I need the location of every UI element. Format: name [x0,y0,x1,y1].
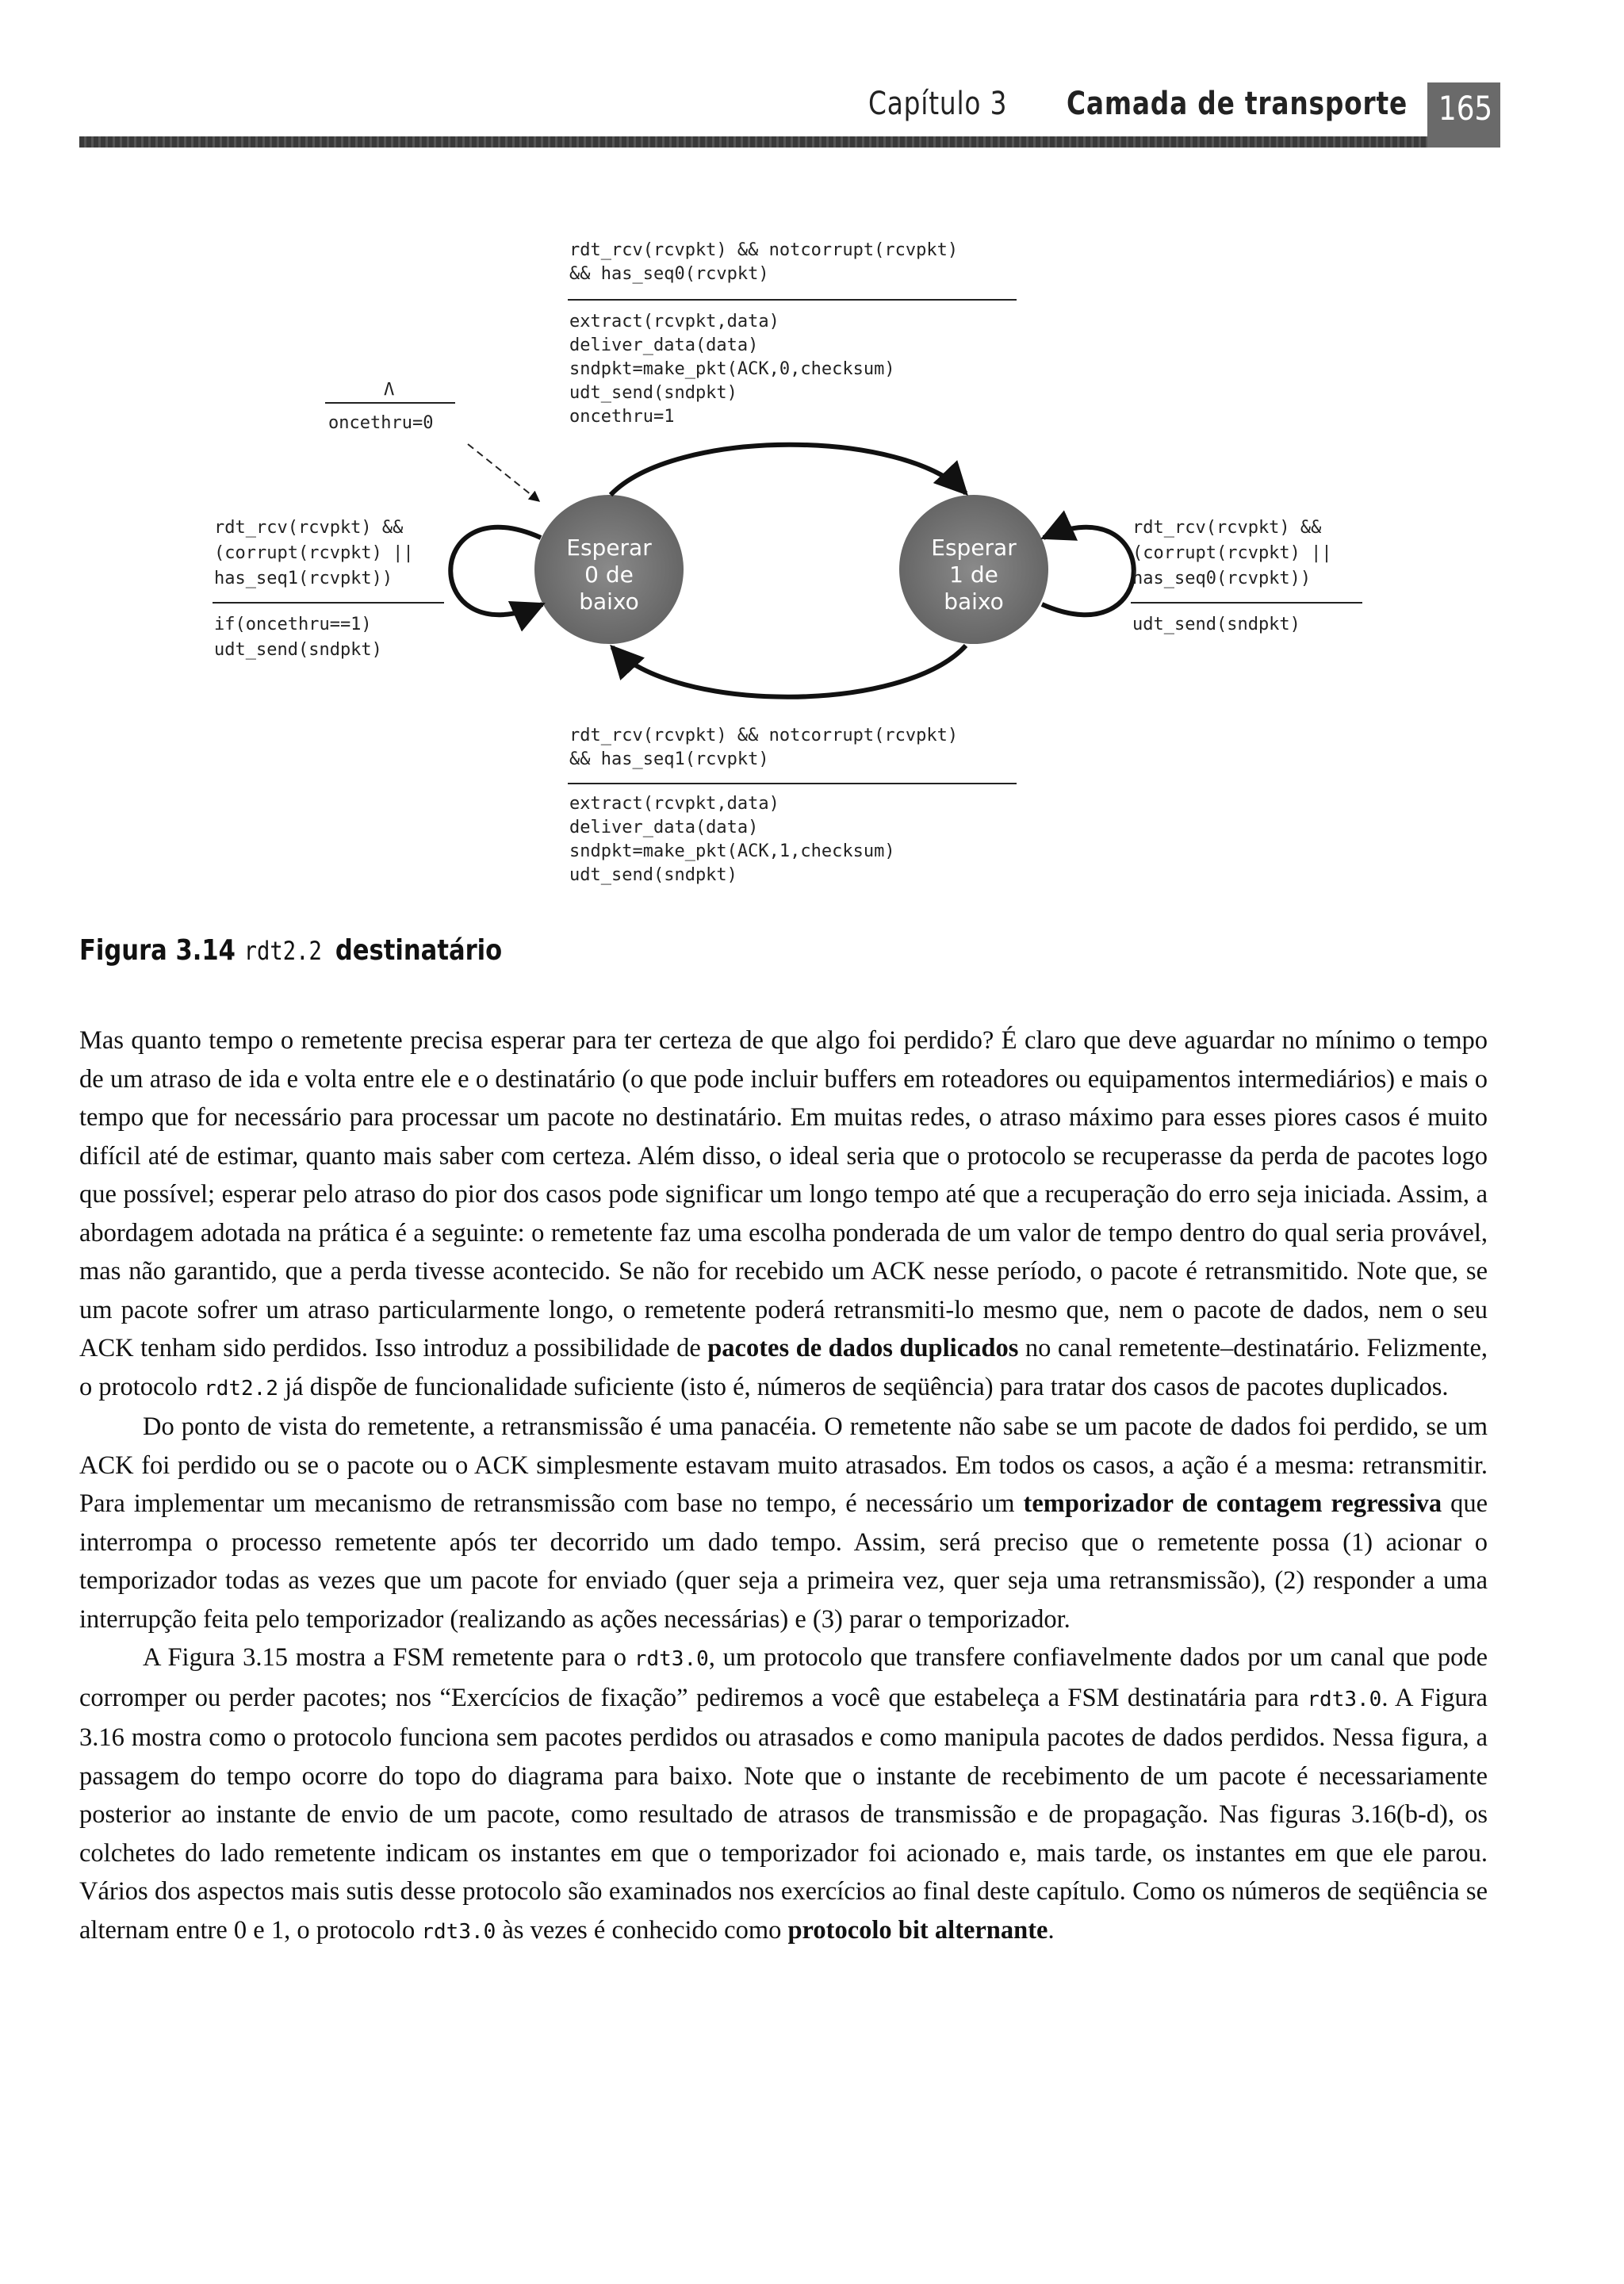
state-0-line-1: Esperar [566,535,652,561]
self-loop-state1 [1042,527,1134,615]
top-action-3: sndpkt=make_pkt(ACK,0,checksum) [569,359,895,379]
p3-text-1: A Figura 3.15 mostra a FSM remetente para o [143,1643,634,1672]
right-event-line-1: rdt_rcv(rcvpkt) && [1132,518,1322,538]
top-event-line-2: && has_seq0(rcvpkt) [569,264,769,284]
figure-caption [79,934,502,967]
p1-term-duplicate-packets: pacotes de dados duplicados [707,1334,1019,1362]
bottom-event-line-2: && has_seq1(rcvpkt) [569,749,769,769]
left-event-line-1: rdt_rcv(rcvpkt) && [214,518,404,538]
paragraph-2 [79,1408,1488,1638]
p3-text-2: , um protocolo que transfere confiavelmente dados por um canal que pode corromper ou perder pacotes; nos “Exercícios de fixação” pediremos a você que estabeleça a FSM destinatária para [79,1643,1488,1712]
p2-text-1: Do ponto de vista do remetente, a retransmissão é uma panacéia. O remetente não sabe se um pacote de dados foi perdido, se um ACK foi perdido ou se o pacote ou o ACK simplesmente estavam muito atrasados. Em todos os casos, a ação é a mesma: retransmitir. Para implementar um mecanismo de retransmissão com base no tempo, é necessário um [79,1412,1488,1518]
initial-lambda: Λ [384,380,395,400]
paragraph-3 [79,1638,1488,1951]
top-action-4: udt_send(sndpkt) [569,383,737,403]
arrow-state1-to-state0 [612,646,966,697]
fsm-diagram [0,0,1624,952]
p2-text-2: que interrompa o processo remetente após ter decorrido um dado tempo. Assim, será preciso que o remetente possa (1) acionar o temporizador todas as vezes que um pacote for enviado (quer seja a primeira vez, quer seja uma retransmissão), (2) responder a uma interrupção feita pelo temporizador (realizando as ações necessárias) e (3) parar o temporizador. [79,1489,1488,1634]
top-action-1: extract(rcvpkt,data) [569,312,779,331]
top-event-line-1: rdt_rcv(rcvpkt) && notcorrupt(rcvpkt) [569,240,959,260]
arrow-state0-to-state1 [611,445,966,495]
p3-text-5: . [1048,1915,1055,1945]
state-1-line-3: baixo [944,588,1004,615]
p1-text-1: Mas quanto tempo o remetente precisa esperar para ter certeza de que algo foi perdido? É claro que deve aguardar no mínimo o tempo de um atraso de ida e volta entre ele e o destinatário (o que pode incluir buffers em roteadores ou equipamentos intermediários) e mais o tempo que for necessário para processar um pacote no destinatário. Em muitas redes, o atraso máximo para esses piores casos é muito difícil até de estimar, quanto mais saber com certeza. Além disso, o ideal seria que o protocolo se recuperasse da perda de pacotes logo que possível; esperar pelo atraso do pior dos casos pode significar um longo tempo até que a recuperação do erro seja iniciada. Assim, a abordagem adotada na prática é a seguinte: o remetente faz uma escolha ponderada de um valor de tempo dentro do qual seria provável, mas não garantido, que a perda tivesse acontecido. Se não for recebido um ACK nesse período, o pacote é retransmitido. Note que, se um pacote sofrer um atraso particularmente longo, o remetente poderá retransmiti-lo mesmo que, nem o pacote de dados, nem o seu ACK tenham sido perdidos. Isso introduz a possibilidade de [79,1026,1488,1362]
initial-arrow [468,444,539,501]
right-event-line-3: has_seq0(rcvpkt)) [1132,569,1312,588]
state-1-line-2: 1 de [949,561,998,588]
p1-text-3: já dispõe de funcionalidade suficiente (isto é, números de seqüência) para tratar dos casos de pacotes duplicados. [278,1372,1449,1401]
p3-text-4: às vezes é conhecido como [496,1915,788,1945]
p3-code-rdt30-a: rdt3.0 [634,1647,709,1671]
p2-term-countdown-timer: temporizador de contagem regressiva [1023,1489,1442,1518]
body-text [79,1021,1488,1951]
figure-number: Figura 3.14 [79,934,236,967]
figure-code: rdt2.2 [243,936,322,966]
initial-action: oncethru=0 [328,413,434,433]
bottom-action-2: deliver_data(data) [569,818,759,837]
page-number: 165 [1438,89,1493,128]
bottom-action-1: extract(rcvpkt,data) [569,794,779,814]
left-event-line-3: has_seq1(rcvpkt)) [214,569,393,588]
top-action-5: oncethru=1 [569,407,675,427]
p3-term-alternating-bit: protocolo bit alternante [787,1915,1048,1945]
self-loop-state0 [450,527,542,615]
chapter-label: Capítulo 3 [868,86,1008,122]
figure-label: destinatário [335,934,503,967]
p3-code-rdt30-b: rdt3.0 [1307,1687,1382,1711]
bottom-event-line-1: rdt_rcv(rcvpkt) && notcorrupt(rcvpkt) [569,726,959,745]
left-event-line-2: (corrupt(rcvpkt) || [214,543,414,563]
left-action-2: udt_send(sndpkt) [214,640,382,660]
p3-code-rdt30-c: rdt3.0 [421,1919,496,1944]
bottom-action-3: sndpkt=make_pkt(ACK,1,checksum) [569,841,895,861]
state-0-line-2: 0 de [584,561,634,588]
p3-text-3: . A Figura 3.16 mostra como o protocolo funciona sem pacotes perdidos ou atrasados e como manipula pacotes de dados perdidos. Nessa figura, a passagem do tempo ocorre do topo do diagrama para baixo. Note que o instante de recebimento de um pacote é necessariamente posterior ao instante de envio de um pacote, como resultado de atrasos de transmissão e de propagação. Nas figuras 3.16(b-d), os colchetes do lado remetente indicam os instantes em que o temporizador foi acionado e, mais tarde, os instantes em que ele parou. Vários dos aspectos mais sutis desse protocolo são examinados nos exercícios ao final deste capítulo. Como os números de seqüência se alternam entre 0 e 1, o protocolo [79,1683,1488,1945]
right-event-line-2: (corrupt(rcvpkt) || [1132,543,1332,563]
right-action-1: udt_send(sndpkt) [1132,615,1300,634]
p1-text-2: no canal remetente–destinatário. Felizmente, o protocolo [79,1334,1488,1401]
bottom-action-4: udt_send(sndpkt) [569,865,737,885]
p1-code-rdt22: rdt2.2 [204,1376,278,1401]
left-action-1: if(oncethru==1) [214,615,372,634]
state-0-line-3: baixo [579,588,639,615]
chapter-title: Camada de transporte [1067,86,1408,122]
state-1-line-1: Esperar [931,535,1017,561]
top-action-2: deliver_data(data) [569,335,759,355]
paragraph-1 [79,1021,1488,1408]
